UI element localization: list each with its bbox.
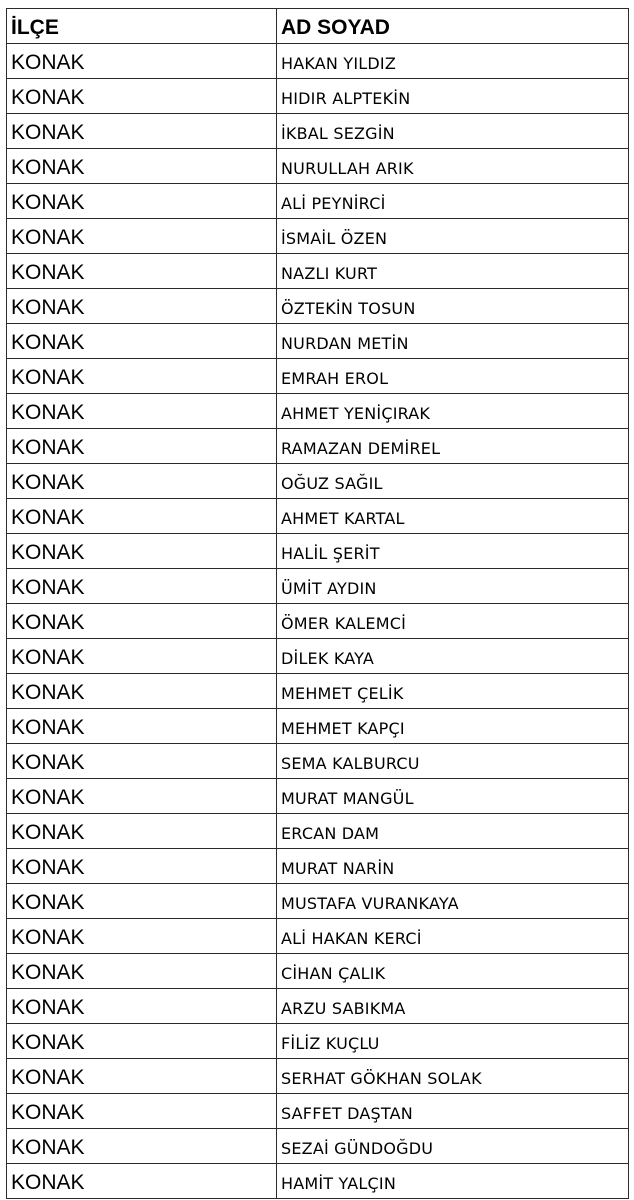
- cell-district[interactable]: KONAK: [7, 429, 277, 463]
- table-row: [7, 499, 629, 534]
- cell-district[interactable]: KONAK: [7, 79, 277, 113]
- cell-name[interactable]: ERCAN DAM: [277, 814, 629, 848]
- cell-district[interactable]: KONAK: [7, 849, 277, 883]
- table-row: [7, 639, 629, 674]
- table-row: [7, 464, 629, 499]
- table-row: [7, 674, 629, 709]
- cell-district[interactable]: KONAK: [7, 394, 277, 428]
- cell-name[interactable]: DİLEK KAYA: [277, 639, 629, 673]
- cell-name[interactable]: ALİ HAKAN KERCİ: [277, 919, 629, 953]
- cell-name[interactable]: MURAT MANGÜL: [277, 779, 629, 813]
- cell-district[interactable]: KONAK: [7, 1164, 277, 1198]
- table-row: [7, 429, 629, 464]
- cell-district[interactable]: KONAK: [7, 1129, 277, 1163]
- cell-district[interactable]: KONAK: [7, 219, 277, 253]
- table-row: [7, 954, 629, 989]
- cell-name[interactable]: HIDIR ALPTEKİN: [277, 79, 629, 113]
- table-row: [7, 114, 629, 149]
- cell-district[interactable]: KONAK: [7, 569, 277, 603]
- cell-district[interactable]: KONAK: [7, 499, 277, 533]
- cell-name[interactable]: FİLİZ KUÇLU: [277, 1024, 629, 1058]
- cell-name[interactable]: CİHAN ÇALIK: [277, 954, 629, 988]
- table-row: [7, 1094, 629, 1129]
- cell-name[interactable]: OĞUZ SAĞIL: [277, 464, 629, 498]
- cell-district[interactable]: KONAK: [7, 604, 277, 638]
- table-row: [7, 779, 629, 814]
- spreadsheet-table: [6, 8, 629, 1199]
- cell-name[interactable]: NURDAN METİN: [277, 324, 629, 358]
- table-row: [7, 289, 629, 324]
- table-row: [7, 604, 629, 639]
- cell-district[interactable]: KONAK: [7, 289, 277, 323]
- cell-district[interactable]: KONAK: [7, 884, 277, 918]
- cell-name[interactable]: RAMAZAN DEMİREL: [277, 429, 629, 463]
- cell-district[interactable]: KONAK: [7, 744, 277, 778]
- cell-name[interactable]: AHMET YENİÇIRAK: [277, 394, 629, 428]
- cell-name[interactable]: İKBAL SEZGİN: [277, 114, 629, 148]
- cell-name[interactable]: SERHAT GÖKHAN SOLAK: [277, 1059, 629, 1093]
- cell-district[interactable]: KONAK: [7, 779, 277, 813]
- cell-district[interactable]: KONAK: [7, 1059, 277, 1093]
- cell-district[interactable]: KONAK: [7, 464, 277, 498]
- table-row: [7, 919, 629, 954]
- table-row: [7, 989, 629, 1024]
- cell-name[interactable]: ÜMİT AYDIN: [277, 569, 629, 603]
- table-row: [7, 1129, 629, 1164]
- cell-name[interactable]: EMRAH EROL: [277, 359, 629, 393]
- table-row: [7, 884, 629, 919]
- table-row: [7, 709, 629, 744]
- header-row: [7, 9, 629, 44]
- cell-name[interactable]: MUSTAFA VURANKAYA: [277, 884, 629, 918]
- table-row: [7, 44, 629, 79]
- table-row: [7, 1024, 629, 1059]
- cell-name[interactable]: AHMET KARTAL: [277, 499, 629, 533]
- table-row: [7, 569, 629, 604]
- cell-name[interactable]: MURAT NARİN: [277, 849, 629, 883]
- table-row: [7, 254, 629, 289]
- cell-name[interactable]: İSMAİL ÖZEN: [277, 219, 629, 253]
- cell-district[interactable]: KONAK: [7, 254, 277, 288]
- cell-district[interactable]: KONAK: [7, 954, 277, 988]
- cell-district[interactable]: KONAK: [7, 814, 277, 848]
- cell-name[interactable]: HAMİT YALÇIN: [277, 1164, 629, 1198]
- cell-district[interactable]: KONAK: [7, 359, 277, 393]
- table-row: [7, 324, 629, 359]
- table-row: [7, 219, 629, 254]
- cell-district[interactable]: KONAK: [7, 44, 277, 78]
- cell-name[interactable]: ÖZTEKİN TOSUN: [277, 289, 629, 323]
- cell-name[interactable]: MEHMET KAPÇI: [277, 709, 629, 743]
- table-row: [7, 534, 629, 569]
- table-row: [7, 79, 629, 114]
- cell-district[interactable]: KONAK: [7, 184, 277, 218]
- cell-name[interactable]: ALİ PEYNİRCİ: [277, 184, 629, 218]
- cell-name[interactable]: SEMA KALBURCU: [277, 744, 629, 778]
- cell-district[interactable]: KONAK: [7, 989, 277, 1023]
- table-row: [7, 849, 629, 884]
- table-row: [7, 814, 629, 849]
- cell-name[interactable]: HAKAN YILDIZ: [277, 44, 629, 78]
- cell-district[interactable]: KONAK: [7, 324, 277, 358]
- table-row: [7, 359, 629, 394]
- table-row: [7, 744, 629, 779]
- cell-district[interactable]: KONAK: [7, 674, 277, 708]
- table-row: [7, 184, 629, 219]
- cell-district[interactable]: KONAK: [7, 1094, 277, 1128]
- table-row: [7, 1164, 629, 1199]
- cell-district[interactable]: KONAK: [7, 709, 277, 743]
- cell-district[interactable]: KONAK: [7, 149, 277, 183]
- cell-name[interactable]: SEZAİ GÜNDOĞDU: [277, 1129, 629, 1163]
- cell-name[interactable]: HALİL ŞERİT: [277, 534, 629, 568]
- cell-district[interactable]: KONAK: [7, 639, 277, 673]
- cell-district[interactable]: KONAK: [7, 114, 277, 148]
- cell-district[interactable]: KONAK: [7, 919, 277, 953]
- table-row: [7, 149, 629, 184]
- cell-name[interactable]: ÖMER KALEMCİ: [277, 604, 629, 638]
- header-cell-district[interactable]: İLÇE: [7, 9, 277, 43]
- cell-name[interactable]: ARZU SABIKMA: [277, 989, 629, 1023]
- cell-district[interactable]: KONAK: [7, 1024, 277, 1058]
- header-cell-name[interactable]: AD SOYAD: [277, 9, 629, 43]
- cell-district[interactable]: KONAK: [7, 534, 277, 568]
- table-row: [7, 394, 629, 429]
- table-body: [7, 44, 629, 1199]
- cell-name[interactable]: NURULLAH ARIK: [277, 149, 629, 183]
- cell-name[interactable]: MEHMET ÇELİK: [277, 674, 629, 708]
- table-row: [7, 1059, 629, 1094]
- cell-name[interactable]: SAFFET DAŞTAN: [277, 1094, 629, 1128]
- cell-name[interactable]: NAZLI KURT: [277, 254, 629, 288]
